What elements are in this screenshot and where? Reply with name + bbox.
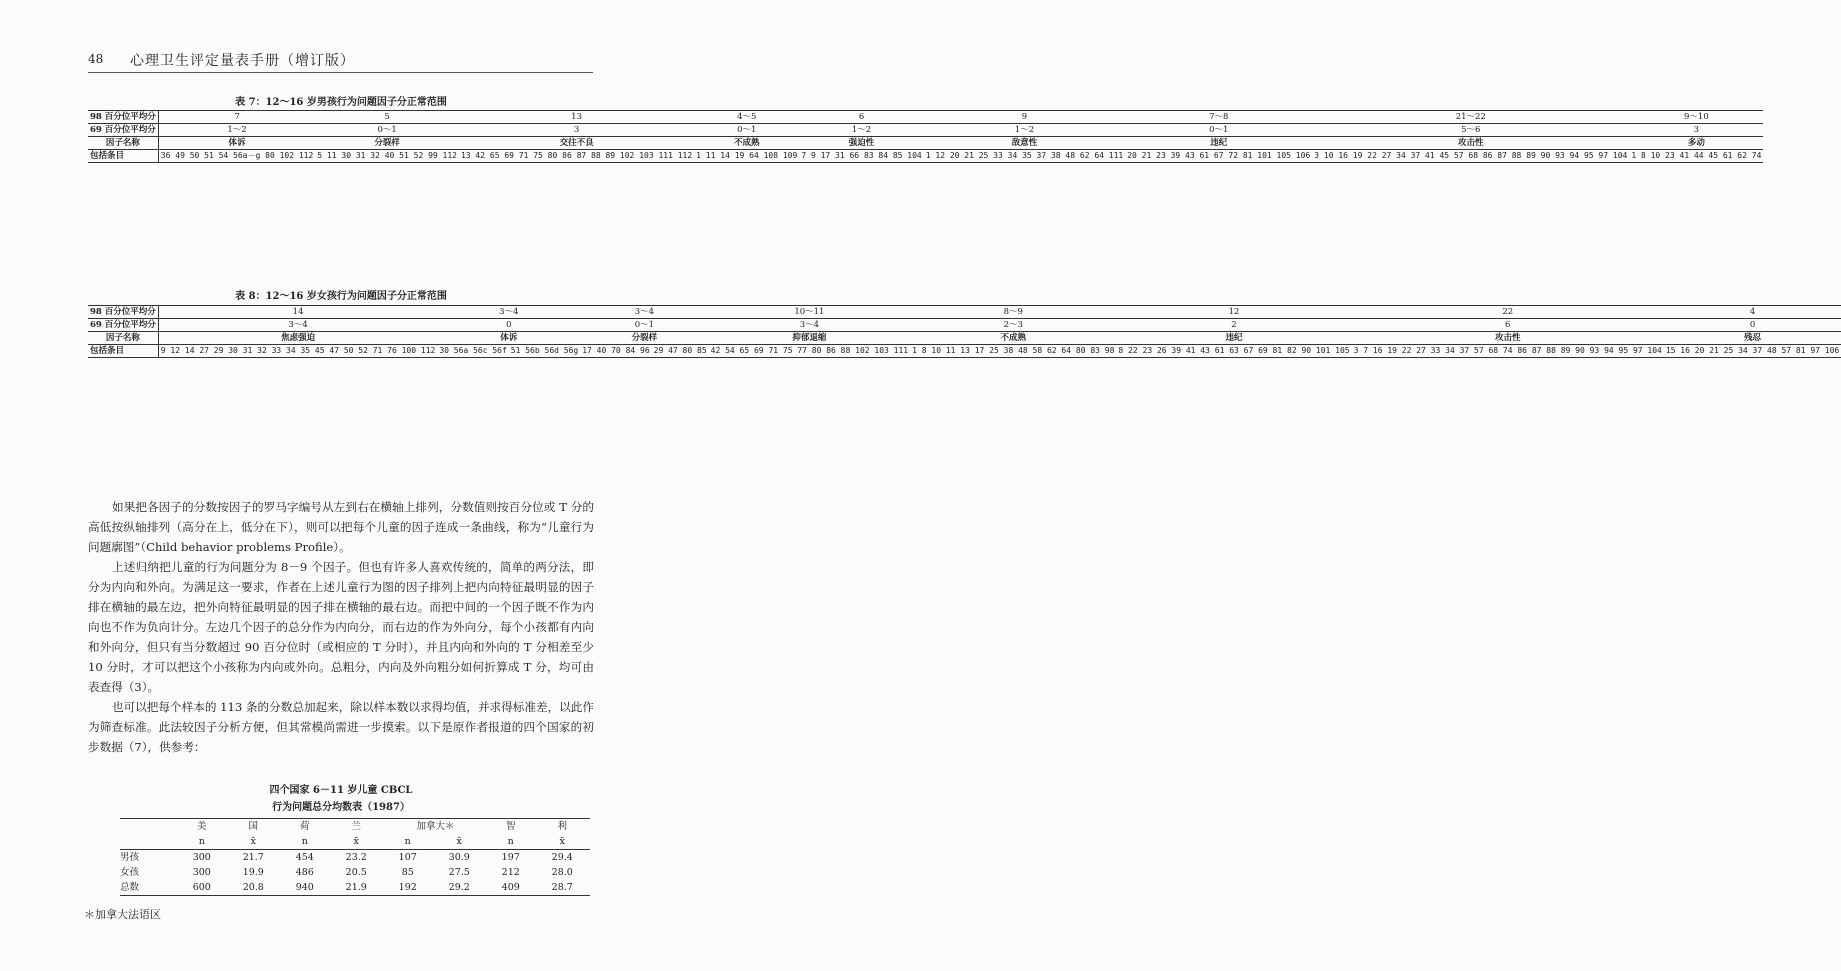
sub-cell: x̄ (226, 834, 281, 850)
value-cell: 300 (192, 852, 211, 863)
value-cell: 5～6 (1312, 124, 1629, 137)
value-cell: 0 (1664, 319, 1841, 332)
value-cell: 454 (295, 852, 314, 863)
item-cell: 5 11 30 31 32 40 51 52 99 112 (315, 150, 459, 163)
table8-factor-names (88, 332, 1841, 345)
value-cell: 0 (437, 319, 580, 332)
factor-name-cell: 强迫性 (799, 137, 923, 150)
factor-name-cell: 体诉 (158, 137, 315, 150)
value-cell: 0～1 (694, 124, 799, 137)
cbcl-caption (88, 782, 594, 816)
item-cell: 29 47 80 85 (652, 345, 709, 358)
running-title: 心理卫生评定量表手册（增订版） (130, 53, 355, 69)
row-label: 98 百分位平均分 (88, 111, 158, 124)
sub-cell: n (281, 834, 329, 850)
value-cell: 9～10 (1629, 111, 1763, 124)
table8-female-factor-norms (88, 305, 1841, 358)
row-label: 因子名称 (88, 332, 158, 345)
table7-row-98 (88, 111, 1763, 124)
value-cell: 2 (1116, 319, 1351, 332)
table7-caption: 表 7：12～16 岁男孩行为问题因子分正常范围 (235, 97, 447, 108)
item-cell: 20 21 23 39 43 61 67 72 81 101 105 106 (1125, 150, 1312, 163)
value-cell: 0～1 (315, 124, 459, 137)
table7-items (88, 150, 1763, 163)
table8-caption: 表 8：12～16 岁女孩行为问题因子分正常范围 (235, 291, 447, 302)
value-cell: 20.8 (226, 880, 281, 896)
value-cell: 2～3 (910, 319, 1116, 332)
value-cell: 6 (1352, 319, 1664, 332)
country-cell: 智 (487, 819, 535, 835)
value-cell: 1～2 (158, 124, 315, 137)
cbcl-caption-line1: 四个国家 6－11 岁儿童 CBCL (269, 785, 413, 796)
table-row (120, 880, 590, 896)
factor-name-cell: 残忍 (1664, 332, 1841, 345)
value-cell: 3～4 (437, 306, 580, 319)
item-cell: 9 12 14 27 29 30 31 32 33 34 35 45 47 50 52 71 76 100 112 (158, 345, 437, 358)
factor-name-cell: 分裂样 (580, 332, 708, 345)
value-cell: 23.2 (345, 852, 367, 863)
value-cell: 212 (501, 867, 520, 878)
paragraph: 也可以把每个样本的 113 条的分数总加起来，除以样本数以求得均值，并求得标准差，以此作为筛查标准。此法较因子分析方便，但其常模尚需进一步摸索。以下是原作者报道的四个国家的初步数据（7），供参考： (88, 700, 594, 754)
row-label: 包括条目 (88, 345, 158, 358)
table7-male-factor-norms (88, 110, 1763, 163)
page-header (88, 50, 593, 73)
item-cell: 1 8 10 11 13 17 25 38 48 58 62 64 80 83 98 (910, 345, 1116, 358)
factor-name-cell: 不成熟 (910, 332, 1116, 345)
sub-cell: x̄ (535, 834, 591, 850)
item-cell: 30 56a 56c 56f (437, 345, 508, 358)
item-cell: 42 54 65 69 71 75 77 80 86 88 102 103 111 (709, 345, 910, 358)
value-cell: 14 (158, 306, 437, 319)
table7-row-69 (88, 124, 1763, 137)
value-cell: 9 (924, 111, 1125, 124)
country-cell: 利 (535, 819, 591, 835)
value-cell: 28.0 (551, 867, 573, 878)
row-label: 69 百分位平均分 (88, 124, 158, 137)
table8-row-69 (88, 319, 1841, 332)
item-cell: 3 10 16 19 22 27 34 37 41 45 57 68 86 87 88 89 90 93 94 95 97 104 (1312, 150, 1629, 163)
value-cell: 7～8 (1125, 111, 1312, 124)
value-cell: 10～11 (709, 306, 910, 319)
value-cell: 21～22 (1312, 111, 1629, 124)
table-row (120, 865, 590, 880)
cbcl-country-row (120, 819, 590, 835)
factor-name-cell: 违纪 (1116, 332, 1351, 345)
page-number: 48 (88, 52, 104, 66)
value-cell: 3～4 (158, 319, 437, 332)
item-cell: 1 8 10 23 41 44 45 61 62 74 (1629, 150, 1763, 163)
table7-factor-names (88, 137, 1763, 150)
item-cell: 51 56b 56d 56g (509, 345, 580, 358)
factor-name-cell: 不成熟 (694, 137, 799, 150)
paragraph: 如果把各因子的分数按因子的罗马字编号从左到右在横轴上排列，分数值则按百分位或 T 分的高低按纵轴排列（高分在上，低分在下），则可以把每个儿童的因子连成一条曲线，称为“儿童行为问题廓图”（Child behavior problems Profile）。 (88, 500, 594, 554)
value-cell: 1～2 (924, 124, 1125, 137)
country-cell: 荷 (281, 819, 329, 835)
value-cell: 5 (315, 111, 459, 124)
cbcl-sub-header (120, 834, 590, 850)
value-cell: 29.2 (432, 880, 487, 896)
item-cell: 13 42 65 69 71 75 80 86 87 88 89 102 103 111 112 (459, 150, 694, 163)
value-cell: 4 (1664, 306, 1841, 319)
row-label: 女孩 (120, 867, 140, 878)
value-cell: 28.7 (535, 880, 591, 896)
paragraph: 上述归纳把儿童的行为问题分为 8－9 个因子。但也有许多人喜欢传统的，简单的两分法，即分为内向和外向。为满足这一要求，作者在上述儿童行为图的因子排列上把内向特征最明显的因子排在横轴的最左边，把外向特征最明显的因子排在横轴的最右边。而把中间的一个因子既不作为内向也不作为负向计分。左边几个因子的总分作为内向分，而右边的作为外向分，每个小孩都有内向和外向分，但只有当分数超过 90 百分位时（或相应的 T 分时），并且内向和外向的 T 分相差至少 10 分时，才可以把这个小孩称为内向或外向。总粗分，内向及外向粗分如何折算成 T 分，均可由表查得（3）。 (88, 560, 594, 694)
cbcl-score-table (120, 818, 590, 896)
item-cell: 1 12 20 21 25 33 34 35 37 38 48 62 64 111 (924, 150, 1125, 163)
value-cell: 30.9 (448, 852, 470, 863)
cbcl-caption-line2: 行为问题总分均数表（1987） (272, 802, 410, 813)
value-cell: 85 (401, 867, 414, 878)
value-cell: 27.5 (448, 867, 470, 878)
factor-name-cell: 交往不良 (459, 137, 694, 150)
sub-cell: x̄ (432, 834, 487, 850)
value-cell: 22 (1352, 306, 1664, 319)
country-cell: 国 (226, 819, 281, 835)
value-cell: 3 (459, 124, 694, 137)
value-cell: 4～5 (694, 111, 799, 124)
value-cell: 3 (1629, 124, 1763, 137)
value-cell: 192 (384, 880, 432, 896)
row-label: 69 百分位平均分 (88, 319, 158, 332)
value-cell: 3～4 (709, 319, 910, 332)
value-cell: 600 (178, 880, 226, 896)
footnote: ＊加拿大法语区 (84, 908, 161, 921)
sub-cell: n (487, 834, 535, 850)
country-cell: 美 (178, 819, 226, 835)
value-cell: 21.9 (329, 880, 384, 896)
item-cell: 3 7 16 19 22 27 33 34 37 57 68 74 86 87 88 89 90 93 94 95 97 104 (1352, 345, 1664, 358)
item-cell: 1 11 14 19 64 108 109 (694, 150, 799, 163)
table8-row-98 (88, 306, 1841, 319)
factor-name-cell: 攻击性 (1312, 137, 1629, 150)
value-cell: 12 (1116, 306, 1351, 319)
item-cell: 15 16 20 21 25 34 37 48 57 81 97 106 (1664, 345, 1841, 358)
table8-items (88, 345, 1841, 358)
factor-name-cell: 体诉 (437, 332, 580, 345)
country-cell: 加拿大＊ (384, 819, 487, 835)
value-cell: 13 (459, 111, 694, 124)
row-label: 总数 (120, 880, 178, 896)
row-label: 男孩 (120, 852, 140, 863)
row-label: 98 百分位平均分 (88, 306, 158, 319)
value-cell: 197 (501, 852, 520, 863)
row-label: 因子名称 (88, 137, 158, 150)
value-cell: 6 (799, 111, 923, 124)
value-cell: 21.7 (242, 852, 264, 863)
item-cell: 8 22 23 26 39 41 43 61 63 67 69 81 82 90 101 105 (1116, 345, 1351, 358)
factor-name-cell: 攻击性 (1352, 332, 1664, 345)
value-cell: 0～1 (580, 319, 708, 332)
value-cell: 0～1 (1125, 124, 1312, 137)
factor-name-cell: 敌意性 (924, 137, 1125, 150)
value-cell: 19.9 (242, 867, 264, 878)
factor-name-cell: 抑郁退缩 (709, 332, 910, 345)
item-cell: 36 49 50 51 54 56a－g 80 102 112 (158, 150, 315, 163)
value-cell: 940 (281, 880, 329, 896)
factor-name-cell: 分裂样 (315, 137, 459, 150)
value-cell: 486 (295, 867, 314, 878)
sub-cell: x̄ (329, 834, 384, 850)
value-cell: 3～4 (580, 306, 708, 319)
table-row (120, 850, 590, 866)
value-cell: 1～2 (799, 124, 923, 137)
value-cell: 7 (158, 111, 315, 124)
factor-name-cell: 多动 (1629, 137, 1763, 150)
country-cell: 兰 (329, 819, 384, 835)
sub-cell: n (178, 834, 226, 850)
value-cell: 8～9 (910, 306, 1116, 319)
item-cell: 7 9 17 31 66 83 84 85 104 (799, 150, 923, 163)
sub-cell: n (384, 834, 432, 850)
value-cell: 300 (192, 867, 211, 878)
value-cell: 409 (487, 880, 535, 896)
row-label: 包括条目 (88, 150, 158, 163)
item-cell: 17 40 70 84 96 (580, 345, 651, 358)
factor-name-cell: 焦虑强迫 (158, 332, 437, 345)
value-cell: 29.4 (551, 852, 573, 863)
value-cell: 107 (398, 852, 417, 863)
factor-name-cell: 违纪 (1125, 137, 1312, 150)
value-cell: 20.5 (345, 867, 367, 878)
body-text (88, 497, 594, 757)
